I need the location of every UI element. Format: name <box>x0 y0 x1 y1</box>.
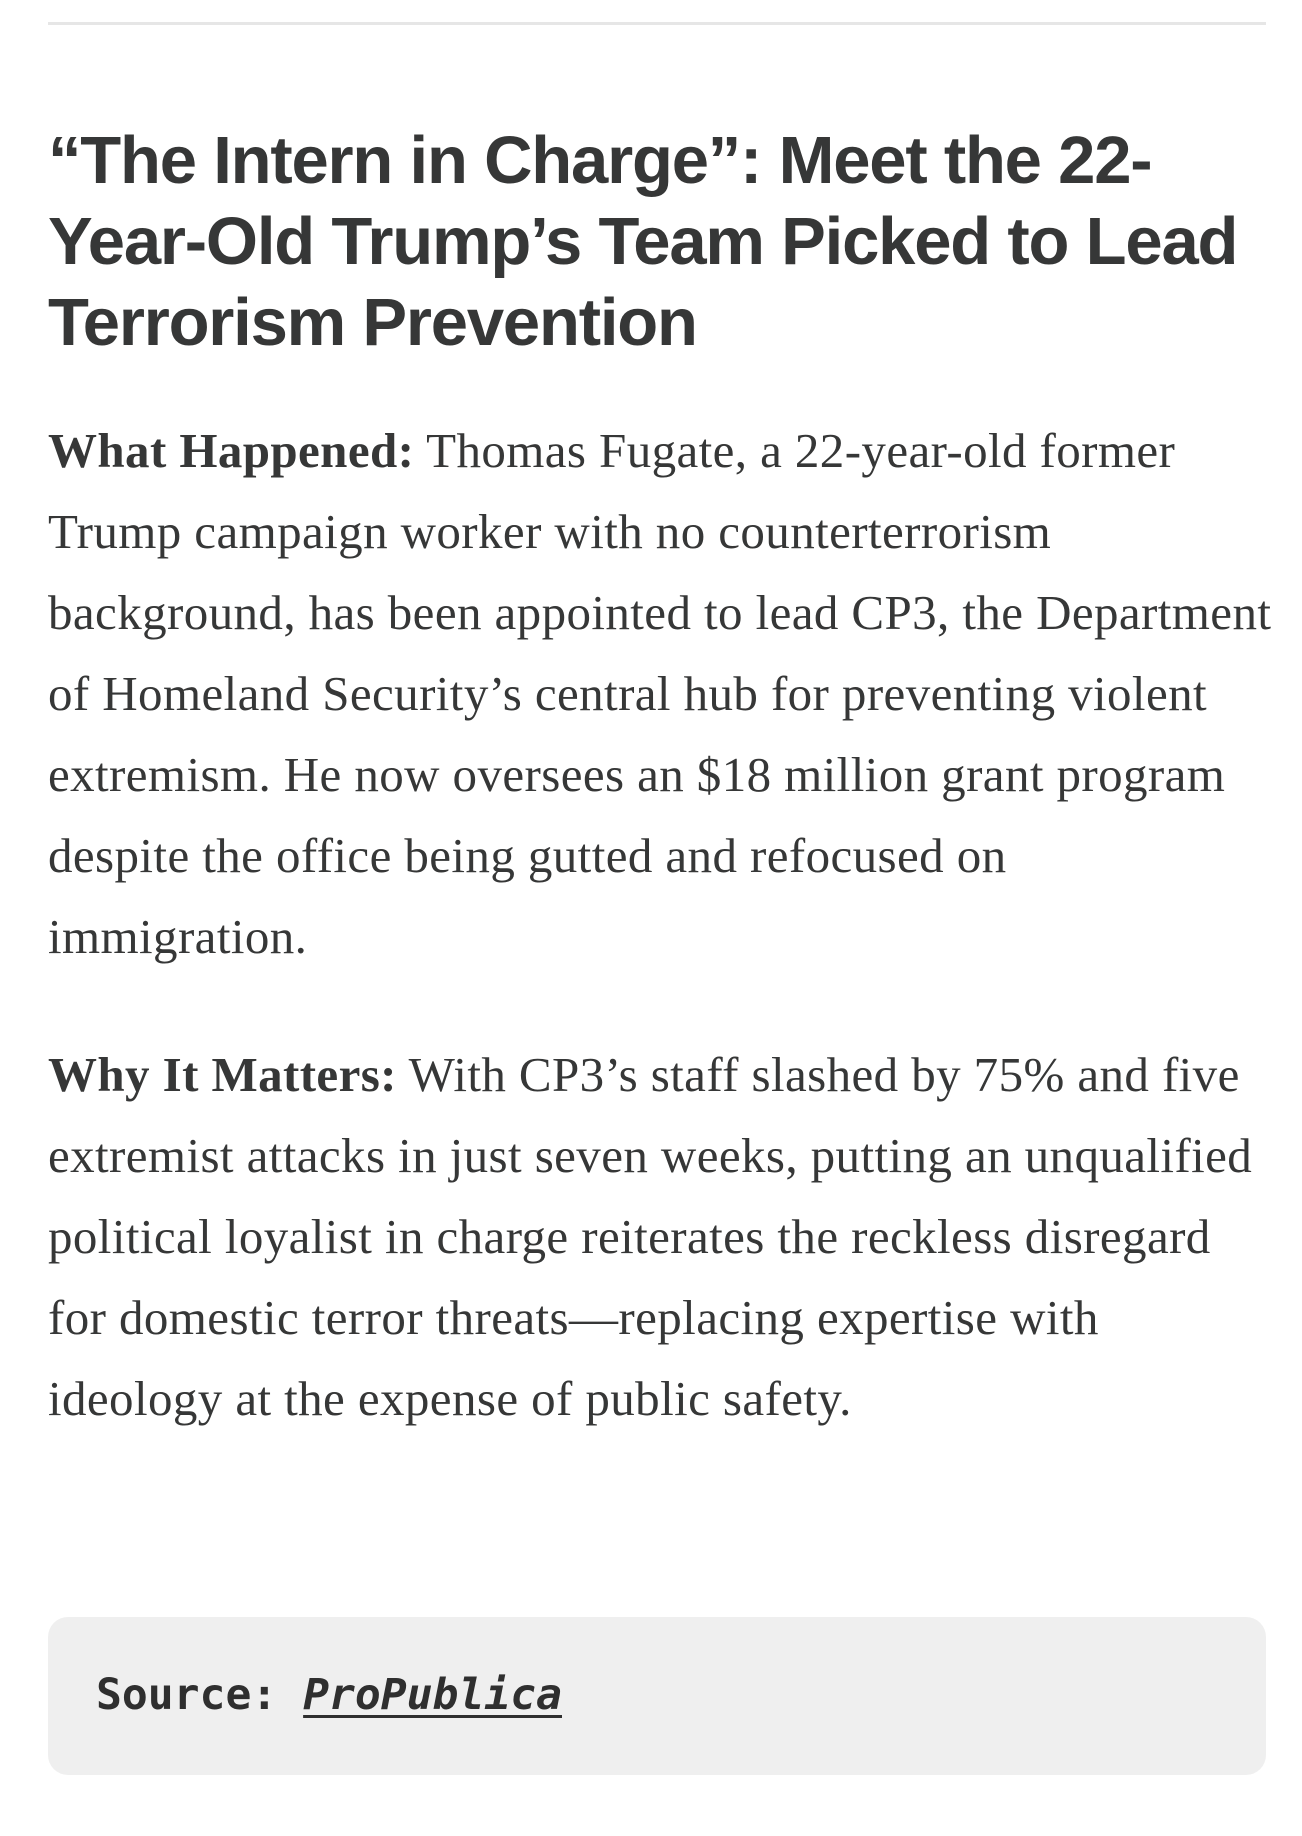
what-happened-label: What Happened: <box>48 423 415 478</box>
headline: “The Intern in Charge”: Meet the 22-Year-Old Trump’s Team Picked to Lead Terrorism Prevention <box>48 123 1238 360</box>
source-box <box>48 1617 1266 1775</box>
what-happened-paragraph <box>48 410 1273 977</box>
why-it-matters-label: Why It Matters: <box>48 1047 397 1102</box>
source-line <box>96 1665 562 1725</box>
top-divider <box>48 22 1266 25</box>
source-label: Source: <box>96 1670 304 1720</box>
what-happened-text: Thomas Fugate, a 22-year-old former Trump campaign worker with no counterterrorism background, has been appointed to lead CP3, the Department of Homeland Security’s central hub for preventing violent extremism. He now oversees an $18 million grant program despite the office being gutted and refocused on immigration. <box>48 423 1272 964</box>
why-it-matters-text: With CP3’s staff slashed by 75% and five extremist attacks in just seven weeks, putting an unqualified political loyalist in charge reiterates the reckless disregard for domestic terror threats—replacing expertise with ideology at the expense of public safety. <box>48 1047 1253 1426</box>
source-link[interactable]: ProPublica <box>303 1670 562 1720</box>
why-it-matters-paragraph <box>48 1034 1273 1439</box>
